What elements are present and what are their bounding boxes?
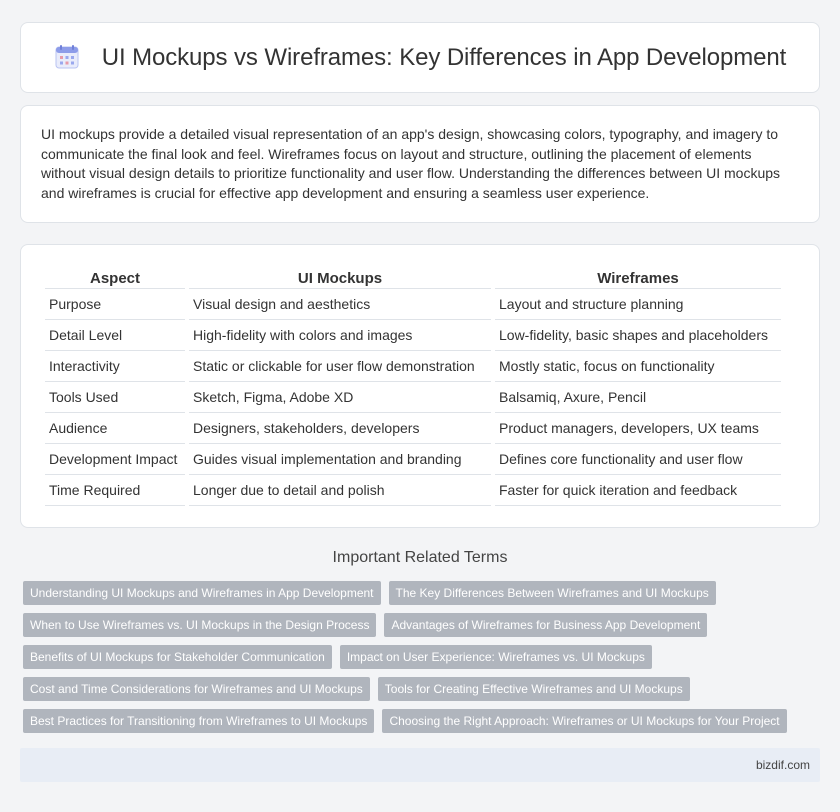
table-cell: Time Required	[45, 475, 185, 506]
intro-text: UI mockups provide a detailed visual representation of an app's design, showcasing colors, typography, and imagery to communicate the final look and feel. Wireframes focus on layout and structure, outlining the placement of elements without visual design details to prioritize functionality and user flow. Understanding the differences between UI mockups and wireframes is crucial for effective app development and ensuring a seamless user experience.	[41, 126, 781, 201]
related-terms-row	[23, 581, 803, 605]
table-cell: Sketch, Figma, Adobe XD	[189, 382, 491, 413]
comparison-card	[20, 244, 820, 528]
table-cell: Detail Level	[45, 320, 185, 351]
table-header-row	[45, 267, 781, 289]
table-row	[45, 475, 781, 506]
intro-card	[20, 105, 820, 223]
related-term-link[interactable]: Advantages of Wireframes for Business App Development	[384, 613, 707, 637]
table-cell: Product managers, developers, UX teams	[495, 413, 781, 444]
table-cell: Layout and structure planning	[495, 289, 781, 320]
table-cell: Defines core functionality and user flow	[495, 444, 781, 475]
table-cell: Guides visual implementation and branding	[189, 444, 491, 475]
table-row	[45, 413, 781, 444]
table-cell: Designers, stakeholders, developers	[189, 413, 491, 444]
page-title: UI Mockups vs Wireframes: Key Differences in App Development	[101, 43, 787, 71]
table-cell: Longer due to detail and polish	[189, 475, 491, 506]
table-cell: Static or clickable for user flow demonstration	[189, 351, 491, 382]
site-name[interactable]: bizdif.com	[755, 758, 810, 772]
table-cell: Audience	[45, 413, 185, 444]
related-terms-row	[23, 645, 803, 669]
table-cell: Balsamiq, Axure, Pencil	[495, 382, 781, 413]
related-term-link[interactable]: Choosing the Right Approach: Wireframes or UI Mockups for Your Project	[382, 709, 786, 733]
table-cell: Low-fidelity, basic shapes and placeholders	[495, 320, 781, 351]
header-card	[20, 22, 820, 93]
calendar-icon	[54, 44, 80, 70]
table-cell: Mostly static, focus on functionality	[495, 351, 781, 382]
related-terms-list	[23, 581, 803, 741]
table-cell: Faster for quick iteration and feedback	[495, 475, 781, 506]
table-cell: Tools Used	[45, 382, 185, 413]
related-term-link[interactable]: Tools for Creating Effective Wireframes and UI Mockups	[378, 677, 690, 701]
column-header-aspect: Aspect	[45, 267, 185, 289]
table-row	[45, 289, 781, 320]
table-row	[45, 382, 781, 413]
related-terms-row	[23, 677, 803, 701]
related-term-link[interactable]: When to Use Wireframes vs. UI Mockups in the Design Process	[23, 613, 376, 637]
column-header-ui-mockups: UI Mockups	[189, 267, 491, 289]
table-cell: High-fidelity with colors and images	[189, 320, 491, 351]
related-term-link[interactable]: Impact on User Experience: Wireframes vs. UI Mockups	[340, 645, 652, 669]
footer	[20, 748, 820, 782]
table-cell: Visual design and aesthetics	[189, 289, 491, 320]
column-header-wireframes: Wireframes	[495, 267, 781, 289]
table-cell: Development Impact	[45, 444, 185, 475]
table-cell: Interactivity	[45, 351, 185, 382]
related-term-link[interactable]: Benefits of UI Mockups for Stakeholder Communication	[23, 645, 332, 669]
related-terms-row	[23, 709, 803, 733]
related-term-link[interactable]: Best Practices for Transitioning from Wireframes to UI Mockups	[23, 709, 374, 733]
table-row	[45, 351, 781, 382]
related-term-link[interactable]: Understanding UI Mockups and Wireframes in App Development	[23, 581, 381, 605]
table-row	[45, 444, 781, 475]
related-terms-title: Important Related Terms	[332, 549, 508, 566]
related-terms-row	[23, 613, 803, 637]
related-term-link[interactable]: The Key Differences Between Wireframes and UI Mockups	[389, 581, 716, 605]
comparison-table	[41, 267, 785, 506]
table-cell: Purpose	[45, 289, 185, 320]
related-term-link[interactable]: Cost and Time Considerations for Wireframes and UI Mockups	[23, 677, 370, 701]
table-row	[45, 320, 781, 351]
